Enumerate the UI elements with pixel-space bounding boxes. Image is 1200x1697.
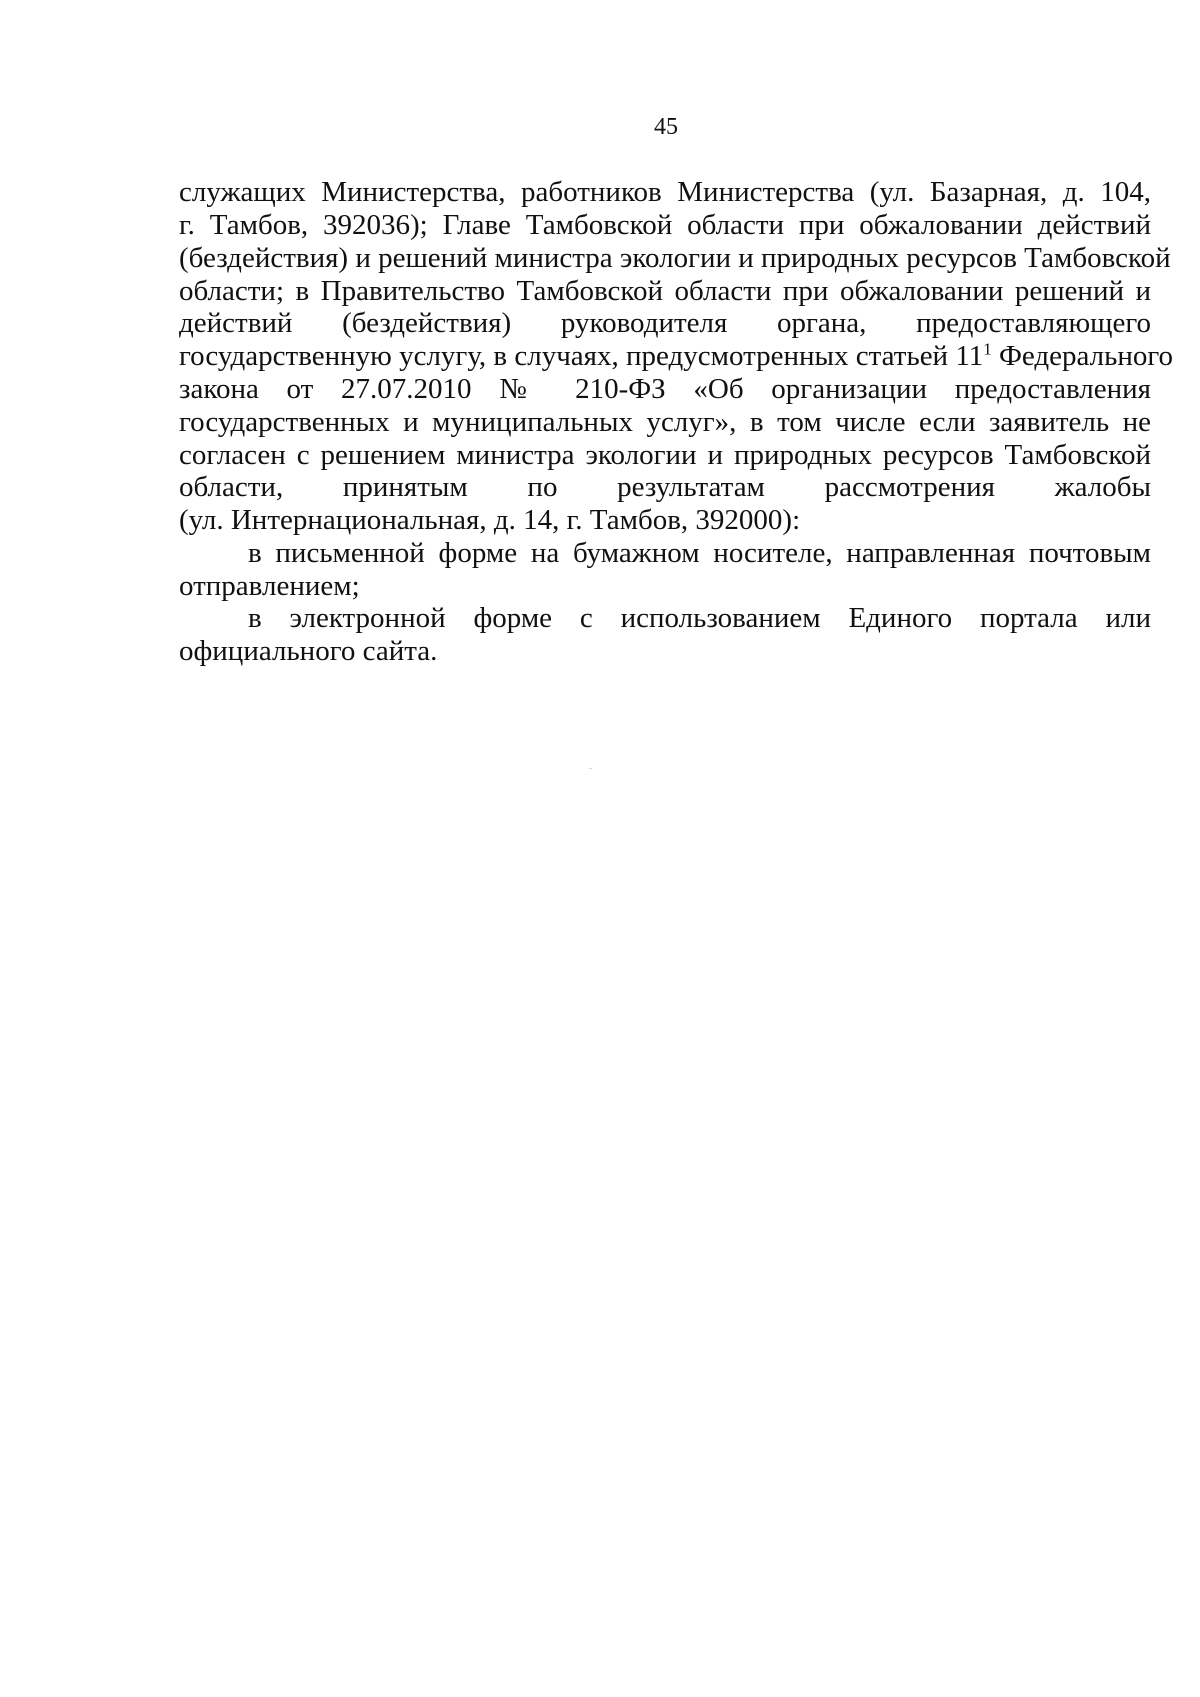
body-line-10: области, принятым по результатам рассмотрения жалобы <box>179 471 1151 503</box>
body-line-13: отправлением; <box>179 570 360 602</box>
scan-speck <box>589 768 592 769</box>
body-line-11: (ул. Интернациональная, д. 14, г. Тамбов, 392000): <box>179 504 801 536</box>
body-line-15: официального сайта. <box>179 635 438 667</box>
body-line-4: области; в Правительство Тамбовской области при обжаловании решений и <box>179 275 1151 307</box>
body-line-8: государственных и муниципальных услуг», в том числе если заявитель не <box>179 406 1151 438</box>
body-line-3: (бездействия) и решений министра экологии и природных ресурсов Тамбовской <box>179 242 1171 274</box>
body-line-2: г. Тамбов, 392036); Главе Тамбовской области при обжаловании действий <box>179 209 1151 241</box>
body-line-1: служащих Министерства, работников Министерства (ул. Базарная, д. 104, <box>179 176 1151 208</box>
page-number: 45 <box>654 114 678 140</box>
body-line-12: в письменной форме на бумажном носителе, направленная почтовым <box>248 537 1151 569</box>
body-line-7: закона от 27.07.2010 № 210-ФЗ «Об организации предоставления <box>179 373 1151 405</box>
body-line-14: в электронной форме с использованием Единого портала или <box>248 602 1151 634</box>
body-line-5: действий (бездействия) руководителя органа, предоставляющего <box>179 307 1151 339</box>
body-line-6-tail: Федерального <box>991 340 1174 372</box>
body-line-6 <box>179 339 1174 373</box>
body-line-9: согласен с решением министра экологии и природных ресурсов Тамбовской <box>179 439 1151 471</box>
body-line-6-text: государственную услугу, в случаях, предусмотренных статьей 11 <box>179 340 984 372</box>
footnote-superscript: 1 <box>983 339 992 359</box>
